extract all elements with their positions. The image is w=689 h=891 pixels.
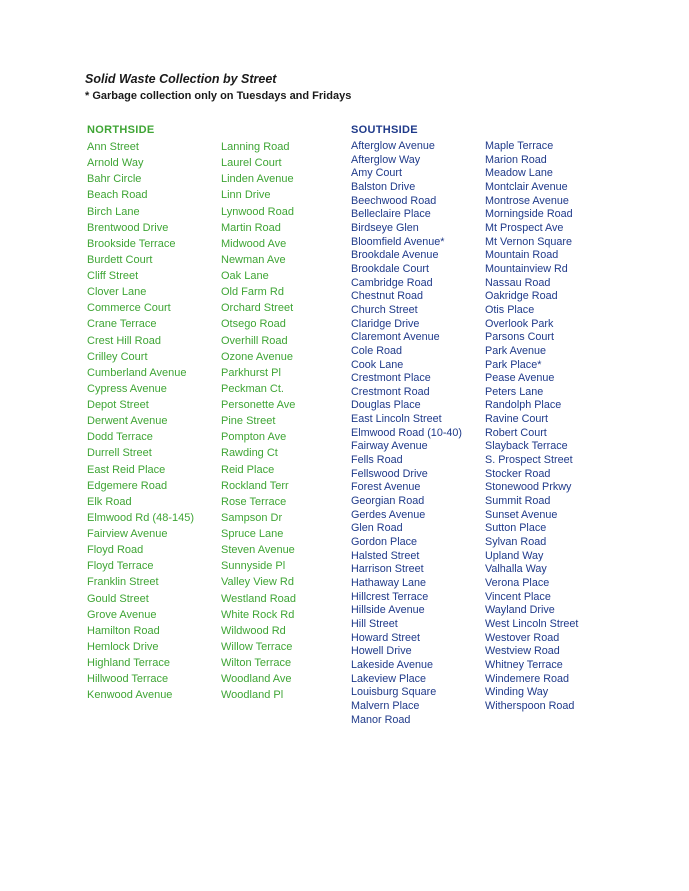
- street-name: Malvern Place: [351, 699, 420, 712]
- street-name: Linn Drive: [221, 189, 271, 202]
- street-name: Birch Lane: [87, 205, 140, 218]
- street-name: Steven Avenue: [221, 544, 295, 557]
- street-name: Upland Way: [485, 549, 544, 562]
- street-name: Stonewood Prkwy: [485, 481, 572, 494]
- street-name: Fells Road: [351, 454, 403, 467]
- street-name: Franklin Street: [87, 576, 159, 589]
- street-name: Brentwood Drive: [87, 221, 169, 234]
- street-name: Brookdale Court: [351, 262, 430, 275]
- collection-note: * Garbage collection only on Tuesdays and Fridays: [85, 90, 352, 102]
- street-name: Westover Road: [485, 631, 560, 644]
- street-name: Lakeside Avenue: [351, 658, 434, 671]
- street-name: Witherspoon Road: [485, 699, 575, 712]
- street-name: Beechwood Road: [351, 194, 437, 207]
- street-name: Crilley Court: [87, 350, 148, 363]
- northside-column-1: [87, 140, 194, 704]
- street-name: West Lincoln Street: [485, 617, 579, 630]
- street-name: Winding Way: [485, 686, 549, 699]
- page-title: Solid Waste Collection by Street: [85, 72, 277, 86]
- street-name: Peckman Ct.: [221, 382, 284, 395]
- street-name: Floyd Terrace: [87, 560, 154, 573]
- street-name: Church Street: [351, 303, 418, 316]
- street-name: Lanning Road: [221, 141, 290, 153]
- street-name: Louisburg Square: [351, 686, 437, 699]
- street-name: Willow Terrace: [221, 640, 293, 653]
- street-name: Hemlock Drive: [87, 640, 159, 653]
- street-name: White Rock Rd: [221, 608, 295, 621]
- street-name: Wayland Drive: [485, 604, 555, 617]
- street-name: Lakeview Place: [351, 672, 427, 685]
- street-name: Laurel Court: [221, 157, 282, 170]
- street-name: Rose Terrace: [221, 495, 287, 508]
- street-name: Vincent Place: [485, 590, 551, 603]
- street-name: Mt Vernon Square: [485, 235, 573, 248]
- street-name: Cambridge Road: [351, 276, 433, 289]
- street-name: Randolph Place: [485, 399, 562, 412]
- street-name: Windemere Road: [485, 672, 570, 685]
- street-name: Woodland Ave: [221, 673, 292, 686]
- street-name: Cliff Street: [87, 270, 139, 282]
- street-name: Cumberland Avenue: [87, 366, 187, 379]
- street-name: Verona Place: [485, 577, 550, 589]
- street-name: Oak Lane: [221, 270, 269, 282]
- street-name: Maple Terrace: [485, 140, 554, 152]
- street-name: Forest Avenue: [351, 481, 421, 494]
- southside-column-2: [485, 140, 578, 714]
- street-name: Midwood Ave: [221, 237, 287, 250]
- street-name: Oakridge Road: [485, 290, 558, 303]
- street-name: Gerdes Avenue: [351, 508, 426, 521]
- northside-column-2: [221, 140, 296, 704]
- street-name: Sylvan Road: [485, 536, 547, 549]
- street-name: Westview Road: [485, 645, 560, 658]
- street-name: Bloomfield Avenue*: [351, 235, 445, 248]
- street-name: Gould Street: [87, 592, 149, 605]
- street-name: Birdseye Glen: [351, 221, 419, 234]
- street-name: Cypress Avenue: [87, 382, 167, 395]
- street-name: Fairway Avenue: [351, 440, 428, 453]
- street-name: Beach Road: [87, 189, 148, 202]
- street-name: Belleclaire Place: [351, 208, 431, 221]
- street-name: Pease Avenue: [485, 372, 555, 385]
- street-name: Lynwood Road: [221, 205, 294, 218]
- street-name: Mountain Road: [485, 249, 559, 262]
- street-name: Sunnyside Pl: [221, 560, 286, 573]
- street-name: Brookdale Avenue: [351, 249, 439, 262]
- street-name: Pine Street: [221, 415, 276, 428]
- street-name: Georgian Road: [351, 495, 425, 508]
- street-name: Otis Place: [485, 303, 535, 316]
- street-name: Montrose Avenue: [485, 194, 569, 207]
- street-name: Overlook Park: [485, 317, 554, 330]
- street-name: Claremont Avenue: [351, 331, 440, 344]
- street-name: Durrell Street: [87, 447, 152, 460]
- street-name: Edgemere Road: [87, 479, 168, 492]
- street-name: Crest Hill Road: [87, 334, 161, 347]
- street-name: Kenwood Avenue: [87, 689, 173, 702]
- street-name: Harrison Street: [351, 563, 424, 576]
- street-name: Summit Road: [485, 495, 551, 508]
- street-name: Cole Road: [351, 344, 403, 357]
- street-name: Chestnut Road: [351, 290, 424, 303]
- street-name: Highland Terrace: [87, 657, 170, 669]
- street-name: Hillwood Terrace: [87, 673, 169, 686]
- street-name: Crane Terrace: [87, 318, 157, 331]
- street-name: Howard Street: [351, 631, 421, 644]
- street-name: Elmwood Rd (48-145): [87, 511, 194, 524]
- street-name: Mountainview Rd: [485, 262, 568, 275]
- street-name: Meadow Lane: [485, 167, 553, 180]
- street-name: Cook Lane: [351, 358, 404, 371]
- street-name: Bahr Circle: [87, 173, 142, 186]
- street-name: Afterglow Way: [351, 153, 421, 166]
- street-name: Spruce Lane: [221, 528, 284, 540]
- street-name: Glen Road: [351, 522, 403, 535]
- street-name: S. Prospect Street: [485, 454, 573, 467]
- street-name: Burdett Court: [87, 253, 153, 266]
- street-name: East Lincoln Street: [351, 413, 442, 426]
- street-name: Nassau Road: [485, 276, 551, 289]
- street-name: Otsego Road: [221, 318, 286, 331]
- street-name: Valhalla Way: [485, 563, 547, 576]
- street-name: East Reid Place: [87, 463, 166, 476]
- street-name: Martin Road: [221, 221, 281, 234]
- street-name: Derwent Avenue: [87, 415, 168, 428]
- street-name: Sutton Place: [485, 522, 547, 535]
- street-name: Orchard Street: [221, 302, 294, 315]
- street-name: Depot Street: [87, 399, 149, 411]
- street-name: Park Place*: [485, 358, 542, 371]
- southside-column-1: [351, 140, 462, 727]
- street-name: Ozone Avenue: [221, 350, 293, 363]
- street-name: Hill Street: [351, 617, 398, 630]
- street-name: Afterglow Avenue: [351, 140, 435, 152]
- street-name: Gordon Place: [351, 536, 418, 549]
- street-name: Old Farm Rd: [221, 286, 284, 299]
- street-name: Parsons Court: [485, 331, 555, 344]
- street-name: Grove Avenue: [87, 608, 157, 621]
- street-name: Clover Lane: [87, 286, 147, 299]
- street-name: Floyd Road: [87, 544, 144, 557]
- street-name: Newman Ave: [221, 253, 286, 266]
- street-name: Elk Road: [87, 495, 132, 508]
- street-name: Personette Ave: [221, 399, 296, 411]
- street-name: Sampson Dr: [221, 511, 283, 524]
- street-name: Westland Road: [221, 592, 297, 605]
- street-name: Montclair Avenue: [485, 180, 568, 193]
- street-name: Elmwood Road (10-40): [351, 426, 463, 439]
- street-name: Crestmont Place: [351, 372, 431, 385]
- street-name: Park Avenue: [485, 344, 547, 357]
- street-name: Commerce Court: [87, 302, 171, 315]
- street-name: Sunset Avenue: [485, 508, 558, 521]
- street-name: Balston Drive: [351, 180, 416, 193]
- street-name: Morningside Road: [485, 208, 573, 221]
- street-name: Linden Avenue: [221, 173, 294, 186]
- street-name: Douglas Place: [351, 399, 421, 412]
- street-name: Amy Court: [351, 167, 402, 180]
- street-name: Robert Court: [485, 426, 547, 439]
- southside-heading: SOUTHSIDE: [351, 124, 418, 136]
- street-name: Woodland Pl: [221, 689, 284, 702]
- street-name: Brookside Terrace: [87, 237, 176, 250]
- northside-heading: NORTHSIDE: [87, 124, 155, 136]
- street-name: Claridge Drive: [351, 317, 420, 330]
- street-name: Whitney Terrace: [485, 658, 563, 671]
- street-name: Marion Road: [485, 153, 547, 166]
- street-name: Rockland Terr: [221, 479, 289, 492]
- street-name: Peters Lane: [485, 385, 544, 398]
- street-name: Ann Street: [87, 141, 139, 153]
- street-name: Rawding Ct: [221, 447, 278, 460]
- street-name: Halsted Street: [351, 549, 420, 562]
- street-name: Stocker Road: [485, 467, 551, 480]
- street-name: Hathaway Lane: [351, 577, 427, 589]
- street-name: Dodd Terrace: [87, 431, 153, 444]
- street-name: Hillcrest Terrace: [351, 590, 429, 603]
- street-name: Reid Place: [221, 463, 275, 476]
- street-name: Pompton Ave: [221, 431, 287, 444]
- street-name: Wilton Terrace: [221, 657, 292, 669]
- street-name: Hillside Avenue: [351, 604, 425, 617]
- street-name: Ravine Court: [485, 413, 549, 426]
- street-name: Arnold Way: [87, 157, 144, 170]
- street-name: Manor Road: [351, 713, 411, 726]
- street-name: Mt Prospect Ave: [485, 221, 564, 234]
- street-name: Hamilton Road: [87, 624, 160, 637]
- street-name: Parkhurst Pl: [221, 366, 281, 379]
- street-name: Howell Drive: [351, 645, 412, 658]
- street-name: Slayback Terrace: [485, 440, 568, 453]
- street-name: Valley View Rd: [221, 576, 294, 589]
- street-name: Wildwood Rd: [221, 624, 286, 637]
- street-name: Overhill Road: [221, 334, 288, 347]
- street-name: Fellswood Drive: [351, 467, 428, 480]
- street-name: Fairview Avenue: [87, 528, 168, 540]
- street-name: Crestmont Road: [351, 385, 430, 398]
